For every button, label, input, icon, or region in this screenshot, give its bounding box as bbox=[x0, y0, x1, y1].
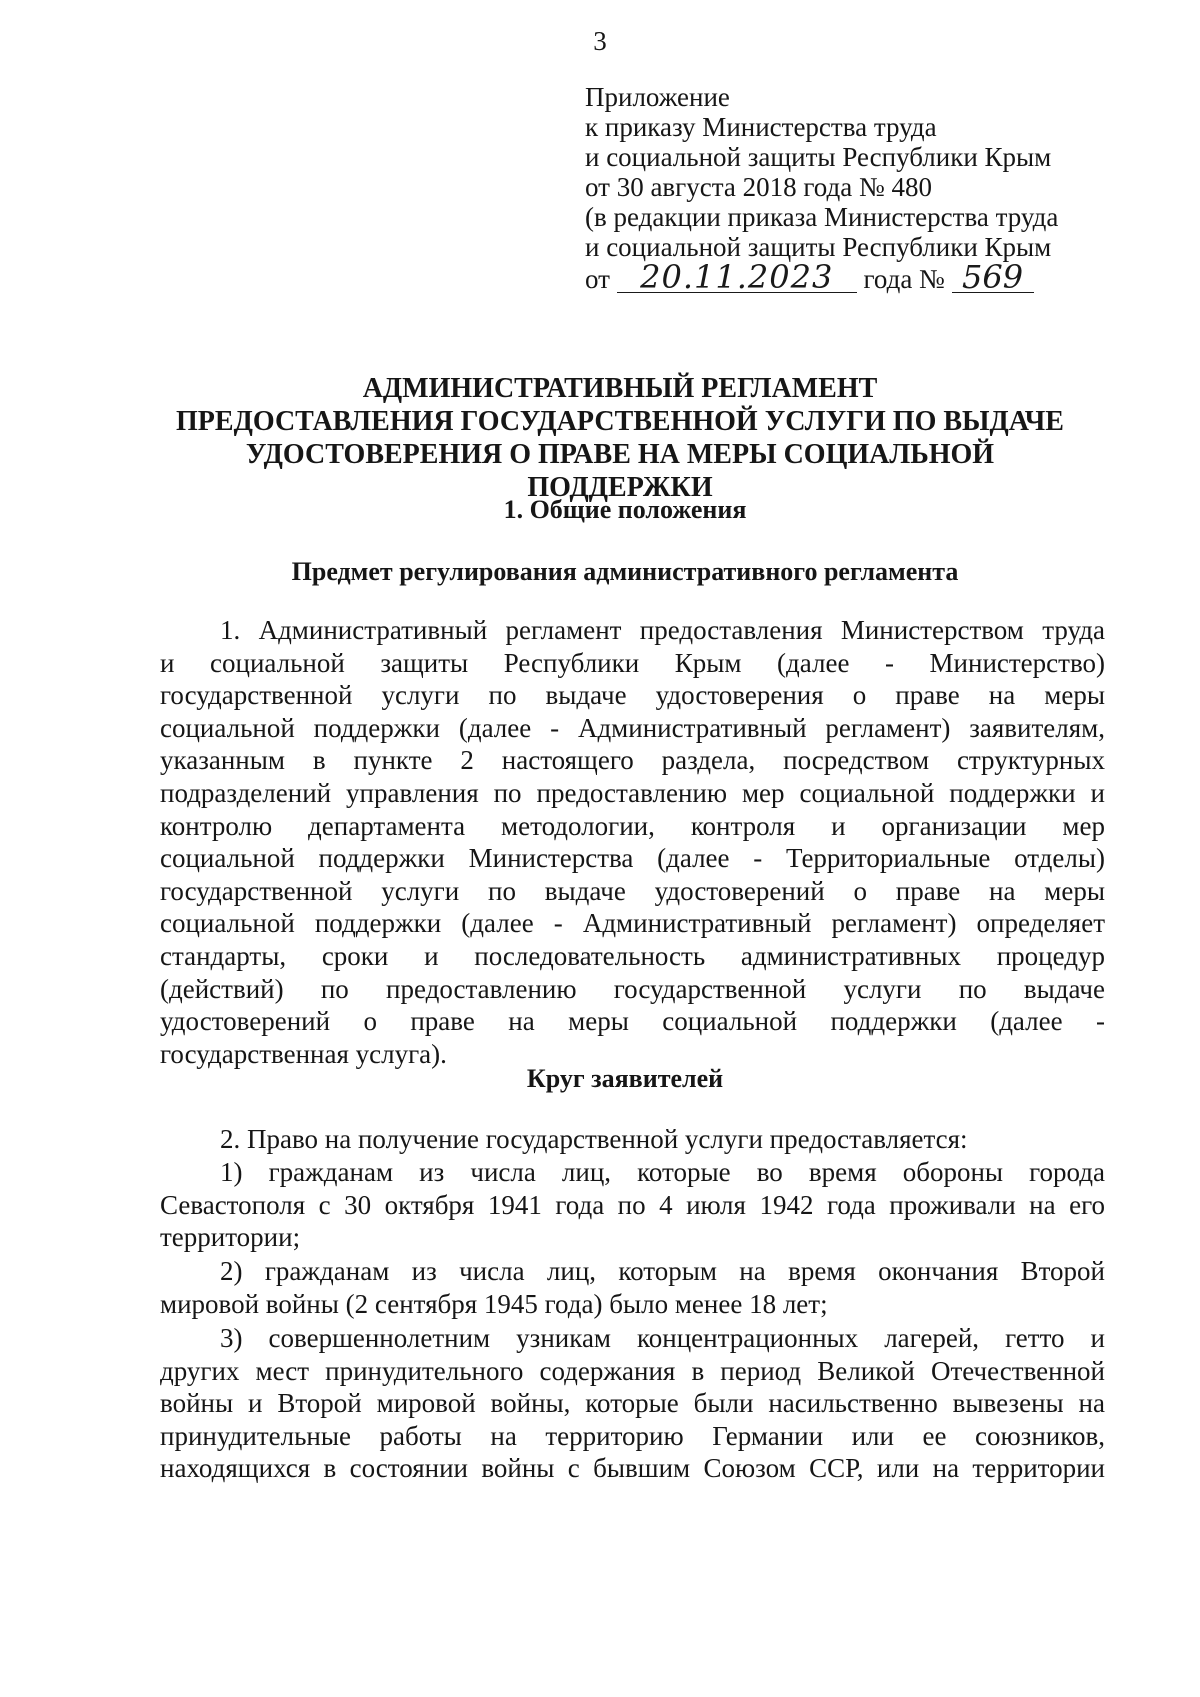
paragraph-line: контролю департамента методологии, контроля и организации мер bbox=[160, 810, 1105, 841]
title-line: ПРЕДОСТАВЛЕНИЯ ГОСУДАРСТВЕННОЙ УСЛУГИ ПО ВЫДАЧЕ bbox=[176, 406, 1064, 437]
number-prefix: года № bbox=[863, 264, 945, 294]
appendix-date-line bbox=[585, 258, 1145, 296]
paragraph-line: и социальной защиты Республики Крым (далее - Министерство) bbox=[160, 647, 1105, 678]
paragraph-line: 3) совершеннолетним узникам концентрационных лагерей, гетто и bbox=[220, 1323, 1105, 1353]
paragraph-line: 1) гражданам из числа лиц, которые во время обороны города bbox=[220, 1157, 1105, 1187]
appendix-line: и социальной защиты Республики Крым bbox=[585, 232, 1052, 262]
paragraph-line: государственная услуга). bbox=[160, 1038, 447, 1069]
paragraph-line: находящихся в состоянии войны с бывшим Союзом ССР, или на территории bbox=[160, 1453, 1105, 1484]
paragraph-line: стандарты, сроки и последовательность административных процедур bbox=[160, 940, 1105, 971]
paragraph-line: государственной услуги по выдаче удостоверения о праве на меры bbox=[160, 680, 1105, 711]
appendix-block bbox=[585, 82, 1145, 294]
page-number: 3 bbox=[593, 26, 607, 56]
paragraph-line: 2) гражданам из числа лиц, которым на время окончания Второй bbox=[220, 1256, 1105, 1286]
paragraph-line: социальной поддержки (далее - Административный регламент) определяет bbox=[160, 908, 1105, 939]
paragraph-line: подразделений управления по предоставлению мер социальной поддержки и bbox=[160, 777, 1105, 808]
paragraph-line: удостоверений о праве на меры социальной поддержки (далее - bbox=[160, 1006, 1105, 1037]
paragraph-line: указанным в пункте 2 настоящего раздела, посредством структурных bbox=[160, 745, 1105, 776]
list-item-1 bbox=[160, 1156, 1105, 1254]
appendix-line: и социальной защиты Республики Крым bbox=[585, 142, 1052, 172]
document-title bbox=[140, 372, 1100, 504]
title-line: УДОСТОВЕРЕНИЯ О ПРАВЕ НА МЕРЫ СОЦИАЛЬНОЙ bbox=[245, 439, 995, 470]
paragraph-line: Севастополя с 30 октября 1941 года по 4 июля 1942 года проживали на его bbox=[160, 1189, 1105, 1220]
subheading-subject: Предмет регулирования административного регламента bbox=[291, 557, 959, 586]
handwritten-date: 20.11.2023 bbox=[617, 262, 857, 293]
title-line: АДМИНИСТРАТИВНЫЙ РЕГЛАМЕНТ bbox=[362, 373, 878, 404]
paragraph-line: других мест принудительного содержания в период Великой Отечественной bbox=[160, 1355, 1105, 1386]
appendix-line: от 30 августа 2018 года № 480 bbox=[585, 172, 932, 202]
title-line: ПОДДЕРЖКИ bbox=[527, 472, 713, 503]
paragraph-line: социальной поддержки Министерства (далее - Территориальные отделы) bbox=[160, 843, 1105, 874]
paragraph-2 bbox=[160, 1123, 1105, 1156]
section-heading: 1. Общие положения bbox=[503, 495, 747, 524]
list-item-2 bbox=[160, 1255, 1105, 1320]
paragraph-line: социальной поддержки (далее - Административный регламент) заявителям, bbox=[160, 712, 1105, 743]
paragraph-line: мировой войны (2 сентября 1945 года) было менее 18 лет; bbox=[160, 1288, 828, 1319]
paragraph-line: войны и Второй мировой войны, которые были насильственно вывезены на bbox=[160, 1388, 1105, 1419]
appendix-line: (в редакции приказа Министерства труда bbox=[585, 202, 1059, 232]
paragraph-line: территории; bbox=[160, 1222, 301, 1253]
subheading-applicants: Круг заявителей bbox=[526, 1064, 724, 1093]
paragraph-line: (действий) по предоставлению государственной услуги по выдаче bbox=[160, 973, 1105, 1004]
paragraph-line: 1. Административный регламент предоставления Министерством труда bbox=[220, 615, 1105, 645]
appendix-line: Приложение bbox=[585, 82, 730, 112]
paragraph-line: принудительные работы на территорию Германии или ее союзников, bbox=[160, 1420, 1105, 1451]
date-prefix: от bbox=[585, 264, 610, 294]
handwritten-number: 569 bbox=[952, 262, 1034, 293]
list-item-3 bbox=[160, 1322, 1105, 1485]
appendix-line: к приказу Министерства труда bbox=[585, 112, 937, 142]
paragraph-1 bbox=[160, 614, 1105, 1070]
paragraph-line: государственной услуги по выдаче удостоверений о праве на меры bbox=[160, 875, 1105, 906]
paragraph-line: 2. Право на получение государственной услуги предоставляется: bbox=[220, 1124, 968, 1154]
